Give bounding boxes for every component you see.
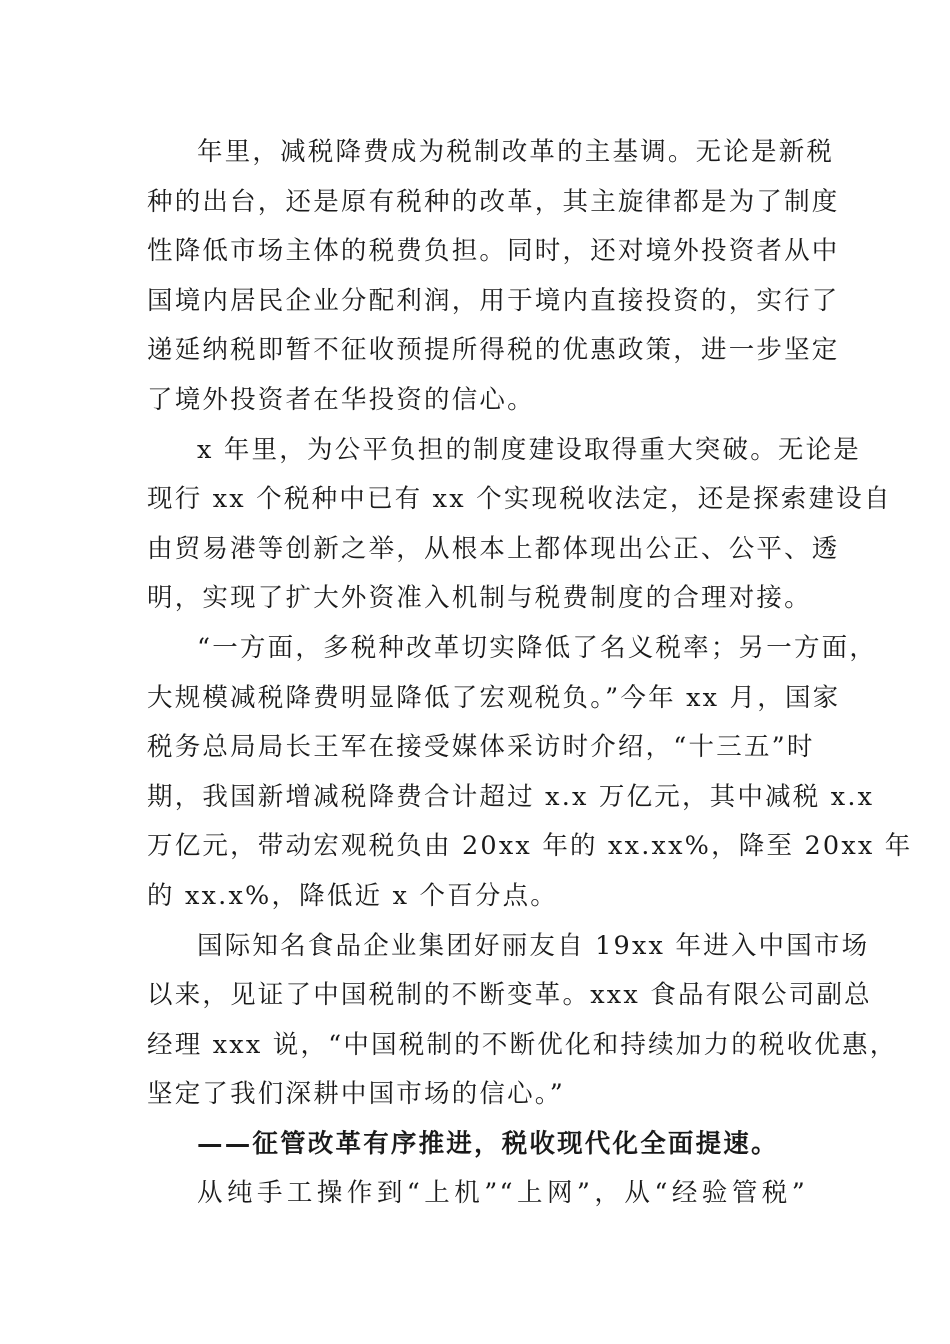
text-line: 明，实现了扩大外资准入机制与税费制度的合理对接。	[147, 583, 812, 614]
text-line: x 年里，为公平负担的制度建设取得重大突破。无论是	[197, 434, 861, 465]
section-heading: ——征管改革有序推进，税收现代化全面提速。	[197, 1128, 779, 1159]
text-line: 从纯手工操作到“上机”“上网”，从“经验管税”	[197, 1178, 807, 1209]
text-line: 年里，减税降费成为税制改革的主基调。无论是新税	[197, 137, 835, 167]
text-line: 以来，见证了中国税制的不断变革。xxx 食品有限公司副总	[147, 980, 872, 1011]
text-line: 万亿元，带动宏观税负由 20xx 年的 xx.xx%，降至 20xx 年	[147, 831, 913, 862]
text-line: 大规模减税降费明显降低了宏观税负。”今年 xx 月，国家	[147, 682, 841, 713]
text-line: 坚定了我们深耕中国市场的信心。”	[147, 1079, 565, 1110]
text-line: 国境内居民企业分配利润，用于境内直接投资的，实行了	[147, 285, 840, 316]
text-line: 的 xx.x%，降低近 x 个百分点。	[147, 880, 558, 911]
text-line: 种的出台，还是原有税种的改革，其主旋律都是为了制度	[147, 186, 840, 217]
text-line: 由贸易港等创新之举，从根本上都体现出公正、公平、透	[147, 533, 840, 564]
text-line: 期，我国新增减税降费合计超过 x.x 万亿元，其中减税 x.x	[147, 781, 875, 812]
text-line: 递延纳税即暂不征收预提所得税的优惠政策，进一步坚定	[147, 335, 840, 366]
text-line: “一方面，多税种改革切实降低了名义税率；另一方面，	[197, 632, 878, 663]
text-line: 性降低市场主体的税费负担。同时，还对境外投资者从中	[147, 236, 840, 267]
text-line: 经理 xxx 说，“中国税制的不断优化和持续加力的税收优惠，	[147, 1029, 898, 1060]
text-line: 税务总局局长王军在接受媒体采访时介绍，“十三五”时	[147, 732, 815, 763]
document-body	[147, 128, 913, 1219]
text-line: 国际知名食品企业集团好丽友自 19xx 年进入中国市场	[197, 930, 870, 961]
text-line: 了境外投资者在华投资的信心。	[147, 384, 535, 415]
text-line: 现行 xx 个税种中已有 xx 个实现税收法定，还是探索建设自	[147, 484, 892, 515]
